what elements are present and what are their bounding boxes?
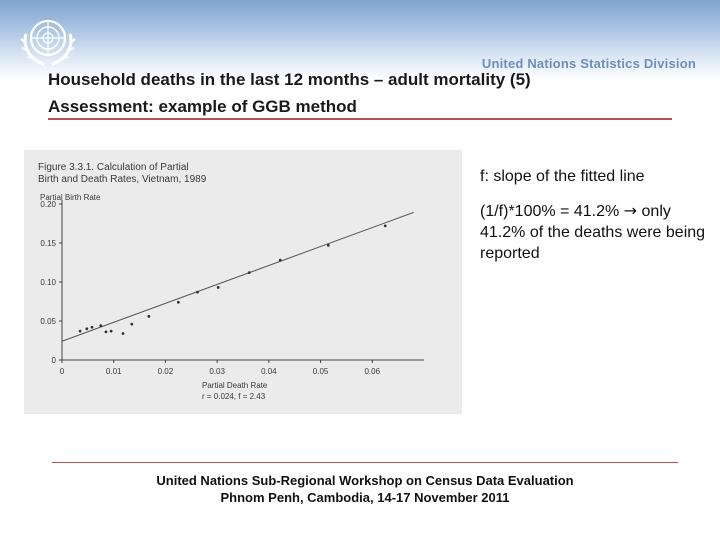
- y-tick-label: 0.20: [40, 200, 56, 209]
- data-point: [122, 332, 125, 335]
- computation-text: (1/f)*100% = 41.2%: [480, 203, 620, 220]
- chart-title-line-2: Birth and Death Rates, Vietnam, 1989: [38, 174, 207, 185]
- data-point: [105, 331, 108, 334]
- x-tick-label: 0.06: [364, 367, 381, 376]
- y-tick-label: 0.10: [40, 278, 56, 287]
- result-note: [480, 200, 712, 264]
- title-line-1: Household deaths in the last 12 months – adult mortality (5): [48, 70, 531, 89]
- x-tick-label: 0.04: [261, 367, 277, 376]
- right-arrow-icon: →: [623, 201, 638, 220]
- conclusion-text: only 41.2% of the deaths were being reported: [480, 203, 706, 262]
- x-tick-label: 0: [59, 367, 65, 376]
- x-tick-label: 0.01: [105, 367, 122, 376]
- explanation-text: [480, 166, 712, 277]
- data-point: [110, 330, 113, 333]
- fitted-line: [62, 212, 414, 341]
- footer-line-2: Phnom Penh, Cambodia, 14-17 November 2011: [220, 490, 510, 505]
- slope-note: f: slope of the fitted line: [480, 168, 645, 185]
- data-point: [79, 330, 82, 333]
- data-point: [327, 244, 330, 247]
- chart-svg: [24, 150, 462, 414]
- organization-name: United Nations Statistics Division: [481, 56, 696, 71]
- title-divider: [48, 118, 672, 120]
- axis-ticks: [40, 200, 380, 376]
- x-tick-label: 0.03: [209, 367, 225, 376]
- data-point: [91, 326, 94, 329]
- chart-title: [38, 162, 207, 185]
- data-point: [177, 301, 180, 304]
- y-tick-label: 0.05: [40, 317, 56, 326]
- slide-title: [48, 66, 531, 120]
- y-tick-label: 0: [51, 356, 56, 365]
- footer-divider: [52, 462, 678, 463]
- title-line-2: Assessment: example of GGB method: [48, 97, 357, 116]
- footer-line-1: United Nations Sub-Regional Workshop on Census Data Evaluation: [156, 473, 574, 488]
- data-point: [384, 224, 387, 227]
- y-tick-label: 0.15: [40, 239, 56, 248]
- y-axis-label: Partial Birth Rate: [40, 193, 101, 202]
- footer: [0, 472, 720, 506]
- data-point: [217, 286, 220, 289]
- data-point: [99, 324, 102, 327]
- data-point: [147, 315, 150, 318]
- data-point: [248, 271, 251, 274]
- data-point: [279, 259, 282, 262]
- x-tick-label: 0.05: [312, 367, 329, 376]
- data-point: [196, 291, 199, 294]
- fit-note: r = 0.024, f = 2.43: [202, 392, 266, 401]
- x-tick-label: 0.02: [157, 367, 174, 376]
- un-emblem-icon: [16, 8, 80, 72]
- data-point: [130, 323, 133, 326]
- x-axis-label: Partial Death Rate: [202, 381, 268, 390]
- data-point: [85, 327, 88, 330]
- scanned-figure: [24, 150, 462, 414]
- chart-title-line-1: Figure 3.3.1. Calculation of Partial: [38, 162, 189, 173]
